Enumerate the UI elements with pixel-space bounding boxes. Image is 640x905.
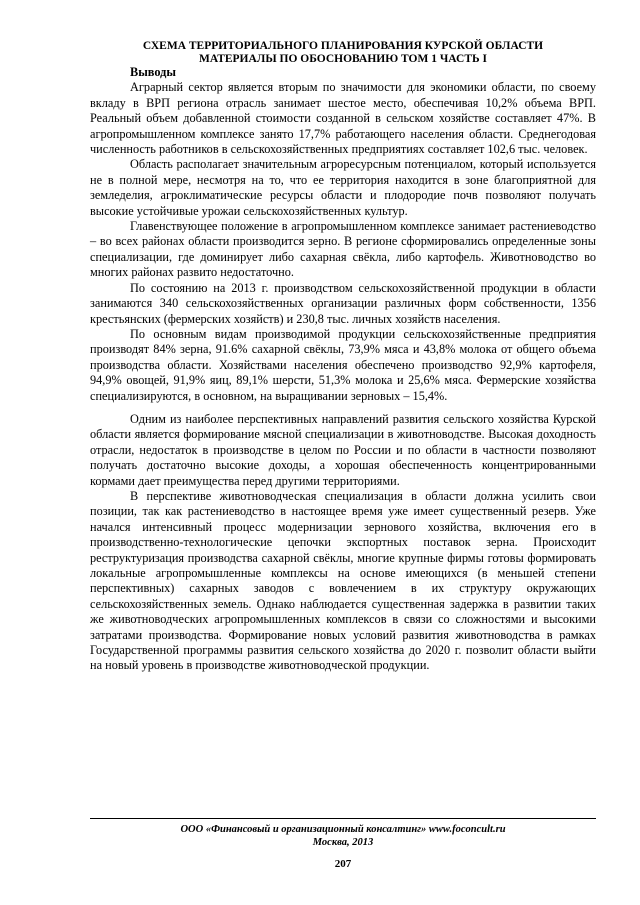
paragraph: Одним из наиболее перспективных направлений развития сельского хозяйства Курской области является формирование мясной специализации в животноводстве. Высокая доходность отрасли, недостаток в производстве в целом по России и по области в частности позволяют получать достаточно высокие доходы, а хорошая обеспеченность концентрированными кормами дает преимущества перед другими территориями. [90, 411, 596, 488]
header-subtitle: МАТЕРИАЛЫ ПО ОБОСНОВАНИЮ ТОМ 1 ЧАСТЬ I [199, 53, 487, 65]
document-footer [90, 824, 596, 849]
footer-company: ООО «Финансовый и организационный консалтинг» www.foconcult.ru [180, 824, 506, 835]
footer-city-year: Москва, 2013 [312, 836, 374, 848]
paragraph: В перспективе животноводческая специализация в области должна усилить свои позиции, так как растениеводство в настоящее время уже имеет существенный резерв. Уже начался интенсивный процесс модернизации зернового хозяйства, включения его в производственно-технологические цепочки экспортных поставок зерна. Происходит реструктуризация производства сахарной свёклы, многие крупные фирмы готовы формировать локальные агропромышленные комплексы на основе имеющихся (в меньшей степени перспективных) сахарных заводов с вовлечением в их структуру окружающих сельскохозяйственных земель. Однако наблюдается существенная задержка в развитии таких же животноводческих агропромышленных комплексов в связи со сложностями и высокими затратами производства. Формирование новых условий развития животноводства в рамках Государственной программы развития сельского хозяйства до 2020 г. позволит области выйти на новый уровень в производстве животноводческой продукции. [90, 488, 596, 673]
document-body [90, 65, 596, 674]
paragraph: Аграрный сектор является вторым по значимости для экономики области, по своему вкладу в ВРП региона отрасль занимает шестое место, обеспечивая 10,2% объема ВРП. Реальный объем добавленной стоимости созданной в сельском хозяйстве составляет 47%. В агропромышленном комплексе занято 17,7% работающего населения области. Среднегодовая численность работников в сельскохозяйственных предприятиях составляет 102,6 тыс. человек. [90, 80, 596, 157]
footer-divider [90, 818, 596, 819]
page-number: 207 [334, 858, 352, 870]
paragraph: По состоянию на 2013 г. производством сельскохозяйственной продукции в области занимаются 340 сельскохозяйственных организации различных форм собственности, 1356 крестьянских (фермерских хозяйств) и 230,8 тыс. личных хозяйств населения. [90, 280, 596, 326]
document-header [90, 40, 596, 66]
section-title: Выводы [130, 65, 176, 79]
paragraph: Главенствующее положение в агропромышленном комплексе занимает растениеводство – во всех районах области производится зерно. В регионе сформировались определенные зоны специализации, где доминирует либо сахарная свёкла, либо картофель. Животноводство во многих районах развито недостаточно. [90, 219, 596, 280]
header-title: СХЕМА ТЕРРИТОРИАЛЬНОГО ПЛАНИРОВАНИЯ КУРСКОЙ ОБЛАСТИ [142, 40, 544, 52]
paragraph: Область располагает значительным агроресурсным потенциалом, который используется не в полной мере, несмотря на то, что ее территория находится в зоне благоприятной для земледелия, агроклиматические ресурсы области и плодородие почв позволяют получать высокие устойчивые урожаи сельскохозяйственных культур. [90, 157, 596, 218]
paragraph: По основным видам производимой продукции сельскохозяйственные предприятия производят 84% зерна, 91.6% сахарной свёклы, 73,9% мяса и 43,8% молока от общего объема производства области. Хозяйствами населения обеспечено производство 92,9% картофеля, 94,9% овощей, 91,9% яиц, 89,1% шерсти, 51,3% молока и 25,6% мяса. Фермерские хозяйства специализируются, в основном, на выращивании зерновых – 15,4%. [90, 326, 596, 403]
